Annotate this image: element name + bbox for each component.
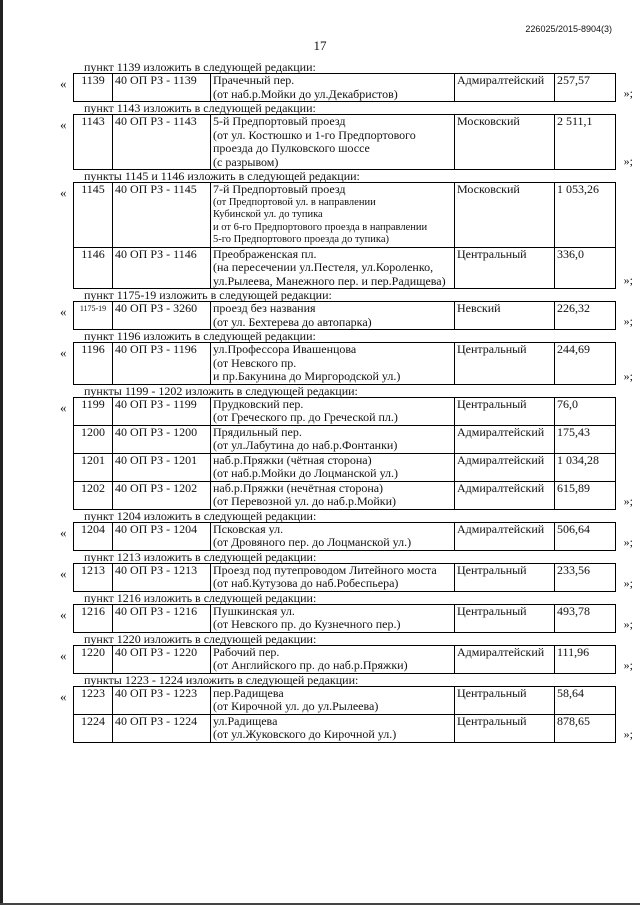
roads-table [73, 301, 616, 330]
road-extent: (от Невского пр. [213, 355, 297, 370]
section-heading: пункт 1196 изложить в следующей редакции: [84, 329, 316, 343]
closing-quote: »; [623, 657, 633, 672]
roads-table [73, 114, 616, 170]
table-row [74, 247, 616, 289]
cell-number [74, 115, 113, 170]
cell-length: 615,89 [555, 481, 616, 509]
section-heading: пункт 1216 изложить в следующей редакции: [84, 590, 317, 605]
cell-district: Центральный [455, 686, 555, 714]
road-name: Псковская ул. [213, 521, 284, 536]
section-block [58, 563, 633, 592]
cell-district: Московский [455, 183, 555, 248]
road-extent: (от Греческого пр. до Греческой пл.) [213, 410, 398, 424]
road-extent: и пр.Бакунина до Миргородской ул.) [213, 369, 401, 383]
cell-road-name [211, 425, 455, 453]
roads-table [73, 73, 616, 102]
cell-number [74, 453, 113, 481]
cell-length: 58,64 [555, 686, 616, 714]
closing-quote: »; [623, 314, 633, 328]
cell-district: Адмиралтейский [455, 645, 555, 673]
cell-road-code: 40 ОП РЗ - 1202 [113, 481, 211, 509]
section-heading: пункты 1145 и 1146 изложить в следующей редакции: [84, 169, 360, 183]
section-block [58, 604, 633, 633]
cell-road-name [211, 686, 455, 714]
section-block [58, 522, 633, 551]
road-extent: (от наб.Кутузова до наб.Робеспьера) [213, 576, 399, 590]
closing-quote: »; [623, 86, 633, 100]
cell-road-name [211, 453, 455, 481]
roads-table [73, 645, 616, 674]
document-number: 226025/2015-8904(3) [525, 24, 612, 34]
cell-length: 1 053,26 [555, 183, 616, 248]
cell-road-code: 40 ОП РЗ - 1201 [113, 453, 211, 481]
row-number: 1199 [81, 396, 105, 411]
cell-road-name [211, 714, 455, 742]
table-row [74, 74, 616, 102]
table-row [74, 425, 616, 453]
row-number: 1146 [81, 246, 105, 261]
opening-quote: « [60, 606, 67, 622]
road-name: Прядильный пер. [213, 424, 302, 439]
road-name: ул.Радищева [213, 713, 278, 728]
section-block [58, 397, 633, 510]
road-extent: (с разрывом) [213, 154, 279, 169]
cell-road-code: 40 ОП РЗ - 3260 [113, 302, 211, 330]
row-number: 1220 [81, 644, 105, 659]
table-row [74, 397, 616, 425]
cell-length: 2 511,1 [555, 115, 616, 170]
table-row [74, 522, 616, 550]
section-heading: пункт 1139 изложить в следующей редакции: [84, 60, 316, 74]
row-number: 1196 [81, 342, 105, 356]
scan-edge-left [0, 0, 3, 905]
cell-road-code: 40 ОП РЗ - 1200 [113, 425, 211, 453]
road-extent: (от ул.Лабутина до наб.р.Фонтанки) [213, 438, 398, 452]
cell-district: Адмиралтейский [455, 74, 555, 102]
closing-quote: »; [623, 154, 633, 168]
road-extent: и от 6-го Предпортового проезда в направлении [213, 221, 428, 233]
road-extent: (от ул. Костюшко и 1-го Предпортового [213, 127, 416, 142]
road-extent: (на пересечении ул.Пестеля, ул.Короленко, [213, 260, 434, 274]
road-extent: (от ул. Бехтерева до автопарка) [213, 314, 372, 329]
cell-number [74, 604, 113, 632]
cell-road-code: 40 ОП РЗ - 1139 [113, 74, 211, 102]
row-number: 1201 [81, 452, 105, 467]
cell-district: Московский [455, 115, 555, 170]
cell-number [74, 397, 113, 425]
road-name: Рабочий пер. [213, 644, 280, 659]
section-block [58, 301, 633, 330]
cell-road-code: 40 ОП РЗ - 1199 [113, 397, 211, 425]
cell-number [74, 247, 113, 289]
cell-number [74, 302, 113, 330]
cell-district: Центральный [455, 343, 555, 385]
road-name: пер.Радищева [213, 685, 284, 700]
road-extent: (от наб.р.Мойки до ул.Декабристов) [213, 86, 398, 101]
road-extent: (от Невского пр. до Кузнечного пер.) [213, 617, 401, 631]
road-name: 5-й Предпортовый проезд [213, 114, 346, 128]
roads-table [73, 686, 616, 743]
opening-quote: « [60, 185, 67, 200]
road-extent: 5-го Предпортового проезда до тупика) [213, 234, 389, 245]
cell-road-name [211, 302, 455, 330]
cell-length: 493,78 [555, 604, 616, 632]
table-row [74, 343, 616, 385]
cell-length: 111,96 [555, 645, 616, 673]
cell-road-name [211, 563, 455, 591]
cell-length: 76,0 [555, 397, 616, 425]
row-number: 1200 [81, 424, 105, 439]
row-number: 1216 [81, 603, 105, 618]
closing-quote: »; [623, 575, 633, 590]
cell-road-name [211, 604, 455, 632]
section-block [58, 342, 633, 385]
cell-length: 226,32 [555, 302, 616, 330]
cell-district: Адмиралтейский [455, 522, 555, 550]
cell-road-name [211, 645, 455, 673]
cell-road-code: 40 ОП РЗ - 1143 [113, 115, 211, 170]
opening-quote: « [60, 399, 67, 415]
row-number: 1139 [81, 73, 105, 87]
road-extent: (от Кирочной ул. до ул.Рылеева) [213, 699, 379, 713]
cell-road-name [211, 247, 455, 289]
road-name: наб.р.Пряжки (нечётная сторона) [213, 480, 384, 495]
section-block [58, 73, 633, 102]
roads-table [73, 522, 616, 551]
cell-road-code: 40 ОП РЗ - 1146 [113, 247, 211, 289]
cell-district: Центральный [455, 247, 555, 289]
cell-number [74, 522, 113, 550]
cell-length: 336,0 [555, 247, 616, 289]
cell-road-name [211, 522, 455, 550]
section-block [58, 645, 633, 674]
cell-road-name [211, 183, 455, 248]
road-extent: ул.Рылеева, Манежного пер. и пер.Радищева) [213, 273, 446, 288]
cell-road-code: 40 ОП РЗ - 1145 [113, 183, 211, 248]
cell-road-name [211, 343, 455, 385]
cell-length: 878,65 [555, 714, 616, 742]
roads-table [73, 397, 616, 510]
table-row [74, 302, 616, 330]
cell-length: 257,57 [555, 74, 616, 102]
cell-district: Центральный [455, 714, 555, 742]
cell-road-code: 40 ОП РЗ - 1216 [113, 604, 211, 632]
table-row [74, 115, 616, 170]
table-row [74, 714, 616, 742]
roads-table [73, 604, 616, 633]
road-extent: (от Дровяного пер. до Лоцманской ул.) [213, 535, 412, 549]
closing-quote: »; [623, 493, 633, 508]
roads-table [73, 563, 616, 592]
cell-length: 244,69 [555, 343, 616, 385]
cell-length: 175,43 [555, 425, 616, 453]
closing-quote: »; [623, 534, 633, 549]
cell-number [74, 563, 113, 591]
section-block [58, 182, 633, 289]
cell-length: 1 034,28 [555, 453, 616, 481]
opening-quote: « [60, 524, 67, 540]
road-name: Пушкинская ул. [213, 603, 295, 618]
row-number: 1145 [81, 182, 105, 196]
closing-quote: »; [623, 368, 633, 383]
opening-quote: « [60, 304, 67, 319]
opening-quote: « [60, 345, 67, 360]
cell-number [74, 74, 113, 102]
table-row [74, 645, 616, 673]
road-extent: (от Предпортовой ул. в направлении [213, 196, 376, 208]
cell-number [74, 343, 113, 385]
cell-district: Адмиралтейский [455, 481, 555, 509]
row-number: 1223 [81, 685, 105, 700]
table-row [74, 183, 616, 248]
road-name: Преображенская пл. [213, 246, 317, 261]
row-number: 1204 [81, 521, 105, 536]
row-number: 1202 [81, 480, 105, 495]
road-name: 7-й Предпортовый проезд [213, 182, 346, 196]
table-row [74, 686, 616, 714]
section-block [58, 114, 633, 170]
cell-road-code: 40 ОП РЗ - 1220 [113, 645, 211, 673]
cell-district: Центральный [455, 604, 555, 632]
section-heading: пункт 1213 изложить в следующей редакции: [84, 549, 317, 564]
section-heading: пункты 1199 - 1202 изложить в следующей редакции: [84, 383, 358, 398]
road-name: проезд без названия [213, 301, 316, 315]
row-number: 1213 [81, 562, 105, 577]
closing-quote: »; [623, 616, 633, 631]
road-extent: Кубинской ул. до тупика [213, 209, 323, 220]
closing-quote: »; [623, 726, 633, 741]
cell-road-code: 40 ОП РЗ - 1223 [113, 686, 211, 714]
cell-road-code: 40 ОП РЗ - 1224 [113, 714, 211, 742]
road-name: Прудковский пер. [213, 396, 304, 411]
roads-table [73, 182, 616, 289]
road-name: ул.Профессора Ивашенцова [213, 342, 357, 356]
road-name: наб.р.Пряжки (чётная сторона) [213, 452, 372, 467]
cell-road-code: 40 ОП РЗ - 1213 [113, 563, 211, 591]
table-row [74, 481, 616, 509]
closing-quote: »; [623, 273, 633, 287]
amendments-body [58, 61, 633, 743]
cell-number [74, 183, 113, 248]
cell-length: 233,56 [555, 563, 616, 591]
cell-road-code: 40 ОП РЗ - 1196 [113, 343, 211, 385]
table-row [74, 604, 616, 632]
row-number: 1143 [81, 114, 105, 128]
cell-district: Адмиралтейский [455, 453, 555, 481]
section-heading: пункт 1204 изложить в следующей редакции: [84, 508, 317, 523]
opening-quote: « [60, 647, 67, 663]
table-row [74, 563, 616, 591]
road-extent: (от ул.Жуковского до Кирочной ул.) [213, 727, 397, 741]
cell-number [74, 425, 113, 453]
opening-quote: « [60, 76, 67, 91]
cell-number [74, 714, 113, 742]
cell-road-name [211, 115, 455, 170]
road-name: Прачечный пер. [213, 73, 295, 87]
road-extent: (от Перевозной ул. до наб.р.Мойки) [213, 494, 397, 508]
road-name: Проезд под путепроводом Литейного моста [213, 562, 437, 577]
cell-district: Невский [455, 302, 555, 330]
section-heading: пункты 1223 - 1224 изложить в следующей редакции: [84, 672, 359, 687]
road-extent: (от Английского пр. до наб.р.Пряжки) [213, 658, 408, 672]
page-number: 17 [313, 38, 327, 53]
cell-road-name [211, 397, 455, 425]
opening-quote: « [60, 117, 67, 132]
cell-number [74, 481, 113, 509]
row-number: 1175-19 [79, 304, 107, 313]
cell-district: Центральный [455, 397, 555, 425]
cell-district: Центральный [455, 563, 555, 591]
cell-road-name [211, 74, 455, 102]
row-number: 1224 [81, 713, 105, 728]
cell-road-name [211, 481, 455, 509]
road-extent: (от наб.р.Мойки до Лоцманской ул.) [213, 466, 399, 480]
cell-length: 506,64 [555, 522, 616, 550]
cell-road-code: 40 ОП РЗ - 1204 [113, 522, 211, 550]
section-block [58, 686, 633, 743]
table-row [74, 453, 616, 481]
section-heading: пункт 1143 изложить в следующей редакции: [84, 101, 316, 115]
cell-number [74, 686, 113, 714]
opening-quote: « [60, 688, 67, 704]
roads-table [73, 342, 616, 385]
section-heading: пункт 1175-19 изложить в следующей редакции: [84, 288, 332, 302]
cell-district: Адмиралтейский [455, 425, 555, 453]
opening-quote: « [60, 565, 67, 581]
road-extent: проезда до Пулковского шоссе [213, 141, 370, 155]
cell-number [74, 645, 113, 673]
section-heading: пункт 1220 изложить в следующей редакции: [84, 631, 317, 646]
